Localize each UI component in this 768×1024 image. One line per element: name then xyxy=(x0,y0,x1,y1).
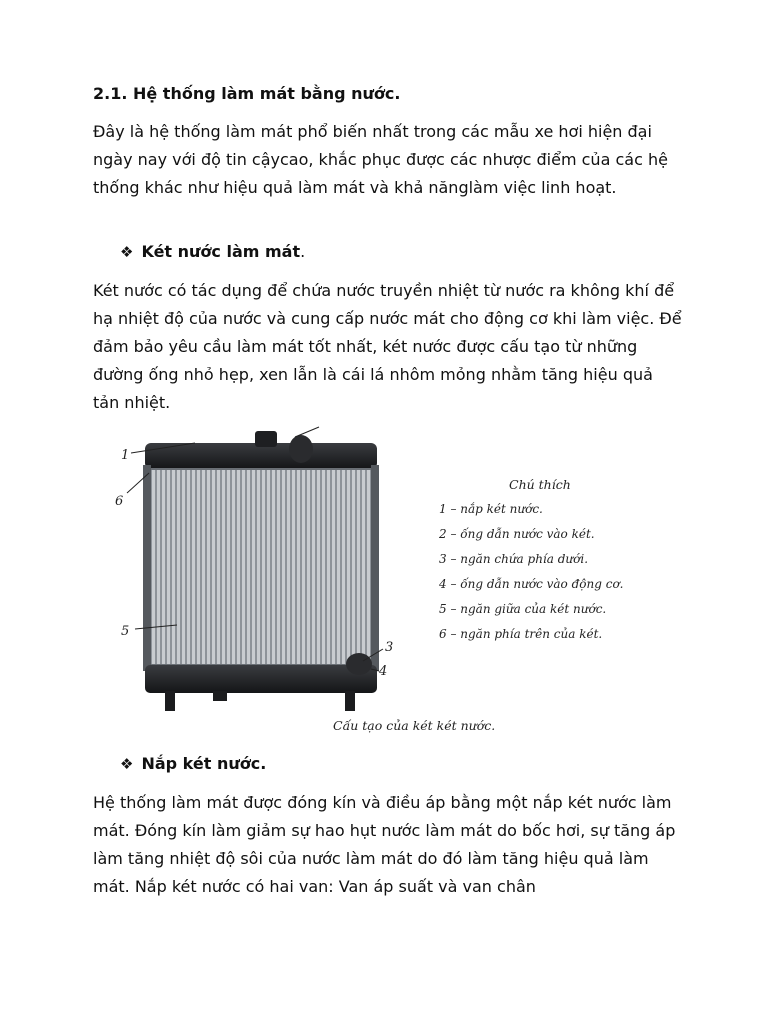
callout-3: 3 xyxy=(385,640,394,655)
diamond-bullet-icon: ❖ xyxy=(120,242,134,261)
mount-mid xyxy=(213,691,227,701)
callout-4: 4 xyxy=(379,664,388,679)
section-heading: 2.1. Hệ thống làm mát bằng nước. xyxy=(93,84,401,103)
legend-title: Chú thích xyxy=(509,477,571,492)
figure-caption: Cấu tạo của két két nước. xyxy=(333,718,496,733)
legend-item-2: 2 – ống dẫn nước vào két. xyxy=(439,527,595,541)
radiator-paragraph: Két nước có tác dụng để chứa nước truyền nhiệt từ nước ra không khí để hạ nhiệt độ của nước và cung cấp nước mát cho động cơ khi làm việc. Để đảm bảo yêu cầu làm mát tốt nhất, két nước được cấu tạo từ những đường ống nhỏ hẹp, xen lẫn là cái lá nhôm mỏng nhằm tăng hiệu quả tản nhiệt. xyxy=(93,281,682,412)
callout-line-2 xyxy=(295,427,319,437)
bullet-title-cap: Nắp két nước. xyxy=(141,754,267,773)
callout-1: 1 xyxy=(121,448,130,463)
left-side-bar xyxy=(143,465,151,671)
bullet-title-radiator: Két nước làm mát xyxy=(141,242,301,261)
cap-paragraph: Hệ thống làm mát được đóng kín và điều áp bằng một nắp két nước làm mát. Đóng kín làm giảm sự hao hụt nước làm mát do bốc hơi, sự tăng áp làm tăng nhiệt độ sôi của nước làm mát do đó làm tăng hiệu quả làm mát. Nắp két nước có hai van: Van áp suất và van chân xyxy=(93,793,676,896)
bullet-cap xyxy=(120,754,266,773)
radiator-diagram xyxy=(105,425,665,745)
diamond-bullet-icon: ❖ xyxy=(120,754,134,773)
legend-item-4: 4 – ống dẫn nước vào động cơ. xyxy=(439,577,624,591)
mount-left xyxy=(165,691,175,711)
legend-item-6: 6 – ngăn phía trên của két. xyxy=(439,627,603,641)
right-side-bar xyxy=(371,465,379,671)
inlet-pipe xyxy=(289,435,313,463)
outlet-pipe xyxy=(346,653,372,675)
radiator-figure xyxy=(105,425,665,745)
callout-5: 5 xyxy=(121,624,130,639)
bullet-title-punct: . xyxy=(300,242,306,261)
legend-item-1: 1 – nắp két nước. xyxy=(439,502,543,516)
bottom-tank xyxy=(145,665,377,693)
intro-paragraph: Đây là hệ thống làm mát phổ biến nhất trong các mẫu xe hơi hiện đại ngày nay với độ tin cậycao, khắc phục được các nhược điểm của các hệ thống khác như hiệu quả làm mát và khả nănglàm việc linh hoạt. xyxy=(93,122,668,197)
legend-item-3: 3 – ngăn chứa phía dưới. xyxy=(439,552,589,566)
legend-item-5: 5 – ngăn giữa của két nước. xyxy=(439,602,607,616)
callout-6: 6 xyxy=(115,494,124,509)
bullet-radiator xyxy=(120,242,305,261)
mount-right xyxy=(345,691,355,711)
radiator-cap xyxy=(255,431,277,447)
radiator-core xyxy=(149,469,373,665)
